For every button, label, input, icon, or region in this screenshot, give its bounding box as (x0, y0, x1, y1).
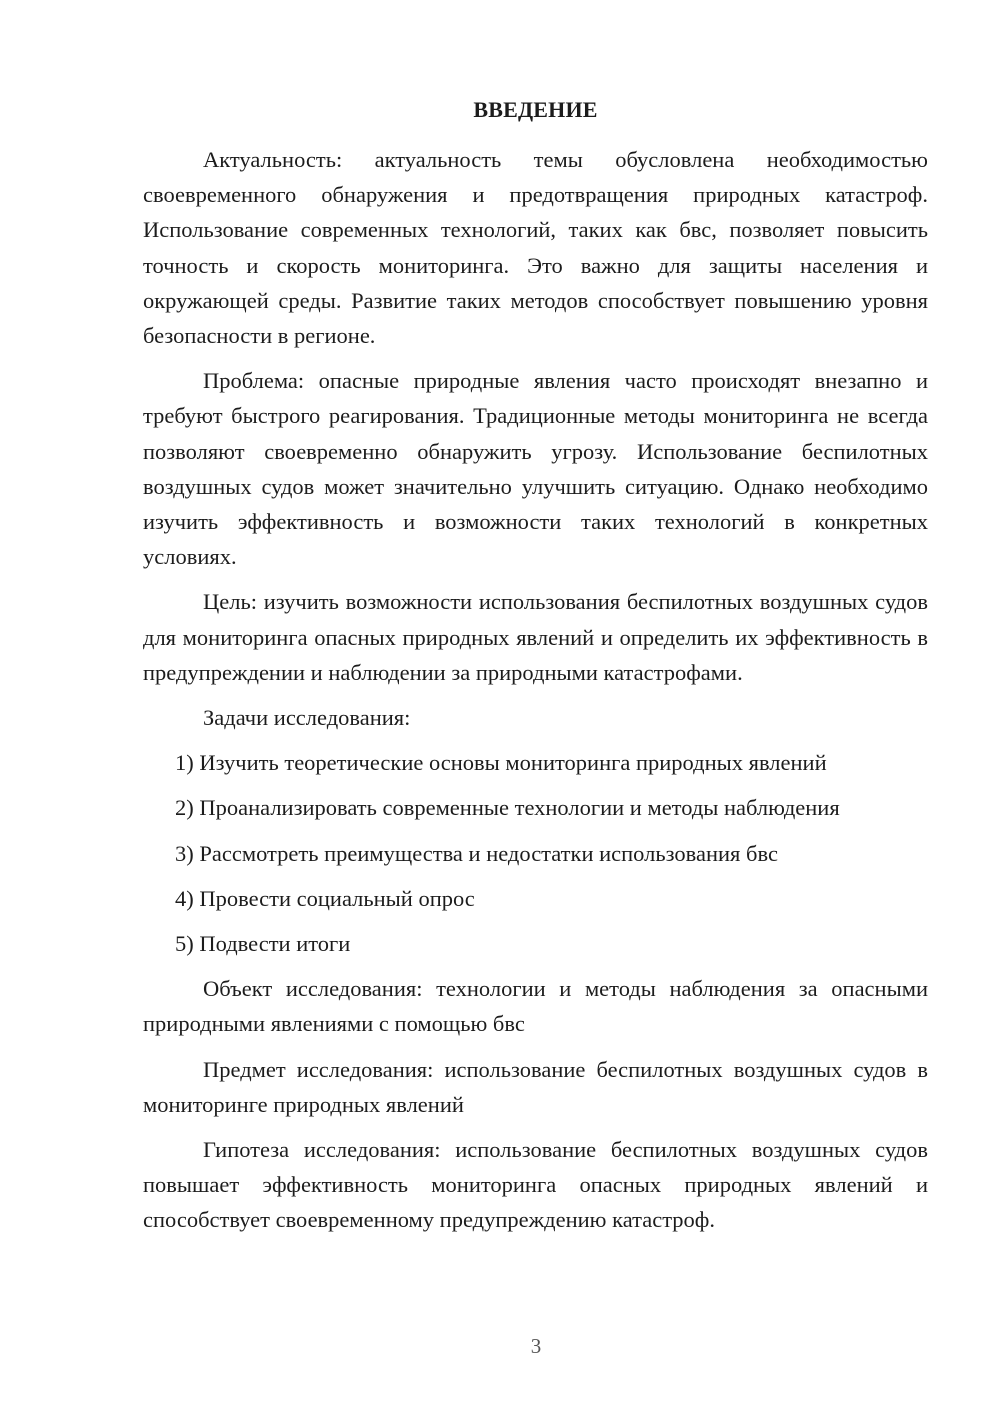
list-item: 5) Подвести итоги (175, 931, 351, 957)
page-title: ВВЕДЕНИЕ (473, 97, 598, 122)
page-body (143, 142, 928, 1248)
tasks-heading: Задачи исследования: (203, 705, 411, 731)
subject-paragraph: Предмет исследования: использование беспилотных воздушных судов в мониторинге природных явлений (143, 1056, 928, 1117)
hypothesis-paragraph: Гипотеза исследования: использование беспилотных воздушных судов повышает эффективность мониторинга опасных природных явлений и способствует своевременному предупреждению катастроф. (143, 1137, 928, 1233)
page-number: 3 (530, 1334, 542, 1358)
goal-paragraph: Цель: изучить возможности использования беспилотных воздушных судов для мониторинга опасных природных явлений и определить их эффективность в предупреждении и наблюдении за природными катастрофами. (143, 589, 928, 685)
list-item: 3) Рассмотреть преимущества и недостатки использования бвс (175, 840, 778, 866)
problem-paragraph: Проблема: опасные природные явления часто происходят внезапно и требуют быстрого реагирования. Традиционные методы мониторинга не всегда позволяют своевременно обнаружить угрозу. Использование беспилотных воздушных судов может значительно улучшить ситуацию. Однако необходимо изучить эффективность и возможности таких технологий в конкретных условиях. (143, 368, 928, 570)
relevance-paragraph: Актуальность: актуальность темы обусловлена необходимостью своевременного обнаружения и предотвращения природных катастроф. Использование современных технологий, таких как бвс, позволяет повысить точность и скорость мониторинга. Это важно для защиты населения и окружающей среды. Развитие таких методов способствует повышению уровня безопасности в регионе. (143, 147, 928, 349)
list-item: 1) Изучить теоретические основы мониторинга природных явлений (175, 750, 827, 776)
list-item: 4) Провести социальный опрос (175, 885, 475, 911)
object-paragraph: Объект исследования: технологии и методы наблюдения за опасными природными явлениями с помощью бвс (143, 976, 928, 1037)
tasks-list (143, 745, 928, 961)
list-item: 2) Проанализировать современные технологии и методы наблюдения (175, 795, 840, 821)
